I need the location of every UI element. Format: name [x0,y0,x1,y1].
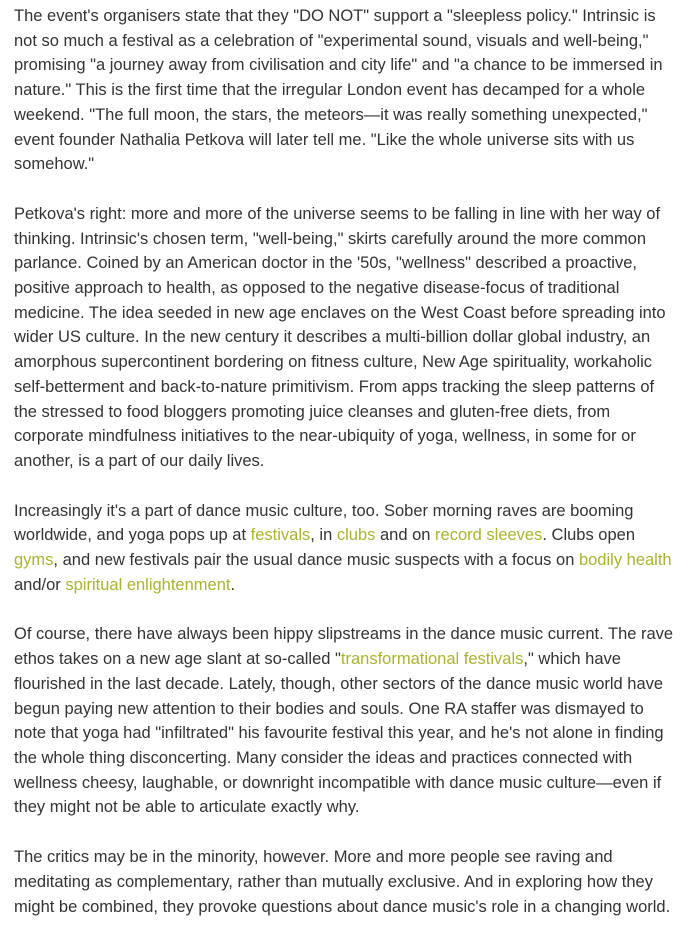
link-festivals[interactable]: festivals [250,526,311,545]
paragraph-5: The critics may be in the minority, however. More and more people see raving and meditating as complementary, rather than mutually exclusive. And in exploring how they might be combined, they provoke questions about dance music's role in a changing world. [14,848,671,916]
paragraph-2: Petkova's right: more and more of the universe seems to be falling in line with her way of thinking. Intrinsic's chosen term, "well-being," skirts carefully around the more common parlance. Coined by an American doctor in the '50s, "wellness" described a proactive, positive approach to health, as opposed to the negative disease-focus of traditional medicine. The idea seeded in new age enclaves on the West Coast before spreading into wider US culture. In the new century it describes a multi-billion dollar global industry, an amorphous supercontinent bordering on fitness culture, New Age spirituality, workaholic self-betterment and back-to-nature primitivism. From apps tracking the sleep patterns of the stressed to food bloggers promoting juice cleanses and gluten-free diets, from corporate mindfulness initiatives to the near-ubiquity of yoga, wellness, in some for or another, is a part of our daily lives. [14,204,666,470]
link-transformational-festivals[interactable]: transformational festivals [340,650,524,669]
paragraph-4: Of course, there have always been hippy slipstreams in the dance music current. The rave ethos takes on a new age slant at so-called "transformational festivals," which have flourished in the last decade. Lately, though, other sectors of the dance music world have begun paying new attention to their bodies and souls. One RA staffer was dismayed to note that yoga had "infiltrated" his favourite festival this year, and he's not alone in finding the whole thing disconcerting. Many consider the ideas and practices connected with wellness cheesy, laughable, or downright incompatible with dance music culture—even if they might not be able to articulate exactly why. [14,625,674,817]
link-record-sleeves[interactable]: record sleeves [435,526,543,545]
link-clubs[interactable]: clubs [336,526,376,545]
paragraph-1: The event's organisers state that they "DO NOT" support a "sleepless policy." Intrinsic is not so much a festival as a celebration of "experimental sound, visuals and well-being," promising "a journey away from civilisation and city life" and "a chance to be immersed in nature." This is the first time that the irregular London event has decamped for a whole weekend. "The full moon, the stars, the meteors—it was really something unexpected," event founder Nathalia Petkova will later tell me. "Like the whole universe sits with us somehow." [14,7,663,174]
paragraph-3: Increasingly it's a part of dance music culture, too. Sober morning raves are booming worldwide, and yoga pops up at festivals, in clubs and on record sleeves. Clubs open gyms, and new festivals pair the usual dance music suspects with a focus on bodily health and/or spiritual enlightenment. [14,501,672,594]
link-bodily-health[interactable]: bodily health [578,551,672,570]
link-spiritual-enlightenment[interactable]: spiritual enlightenment [65,575,231,594]
link-gyms[interactable]: gyms [14,551,54,570]
